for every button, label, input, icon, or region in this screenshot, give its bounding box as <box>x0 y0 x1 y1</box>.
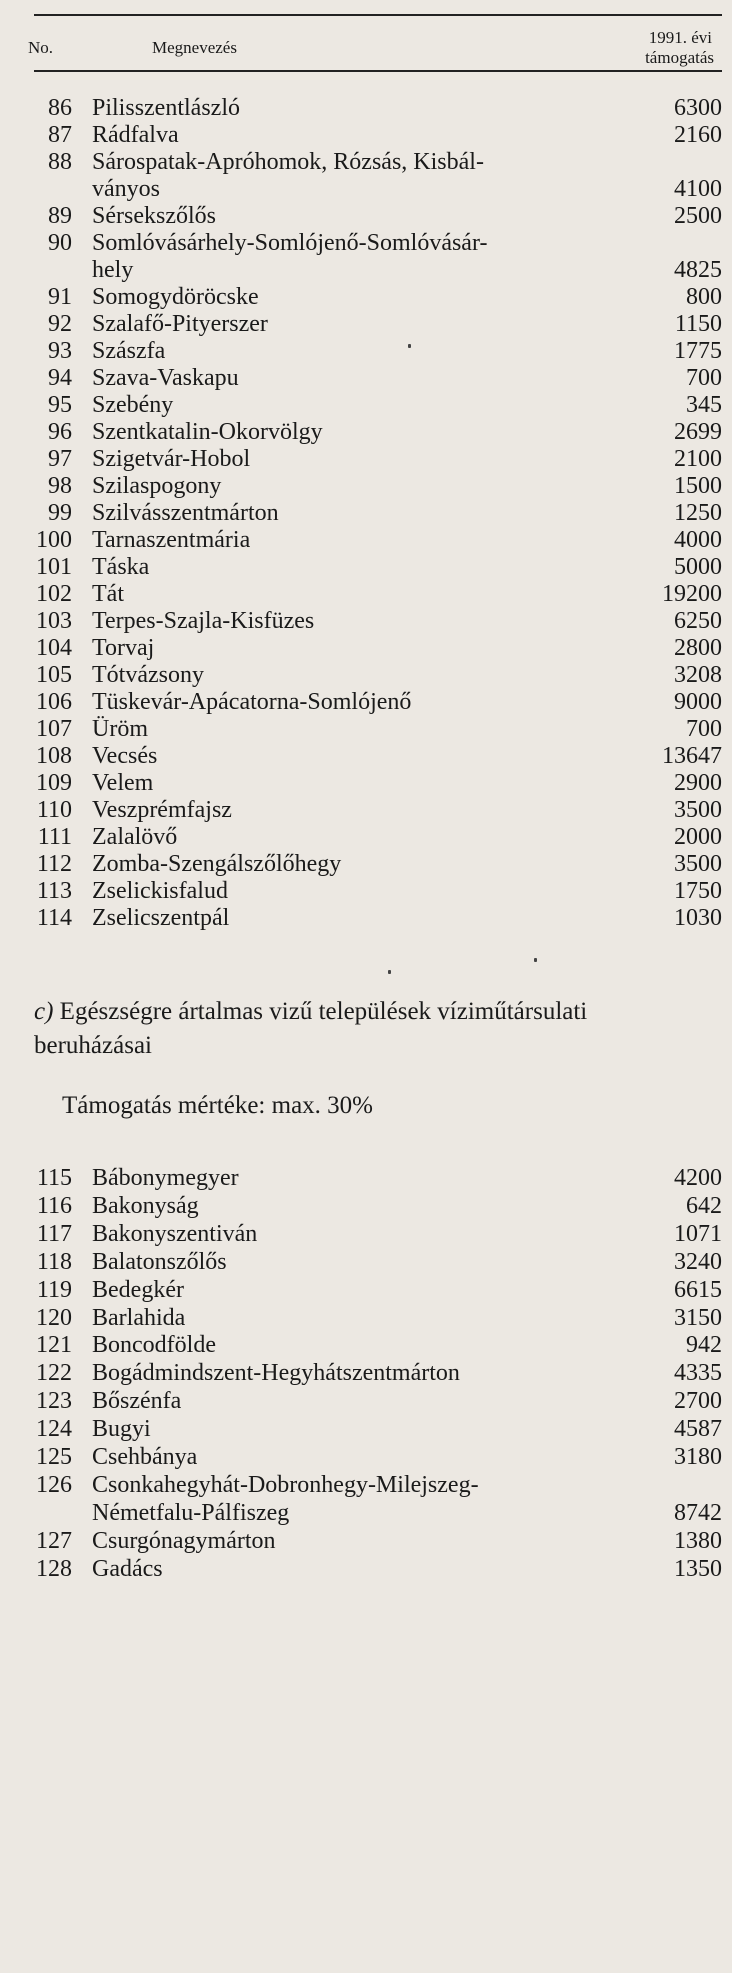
row-value: 1380 <box>674 1527 722 1554</box>
row-name: Vecsés <box>92 743 158 769</box>
row-value: 6250 <box>674 608 722 634</box>
row-name: Tát <box>92 581 124 607</box>
row-name: Bakonyság <box>92 1192 199 1219</box>
table-row <box>0 902 732 934</box>
row-number: 126 <box>36 1471 72 1498</box>
row-value: 4335 <box>674 1360 722 1387</box>
top-rule <box>34 14 722 16</box>
row-name: Bőszénfa <box>92 1388 182 1415</box>
row-name: Csurgónagymárton <box>92 1527 276 1554</box>
row-name: ványos <box>92 176 160 202</box>
header-no: No. <box>28 38 54 57</box>
row-name: Tótvázsony <box>92 662 204 688</box>
row-number: 124 <box>36 1416 72 1443</box>
print-speck <box>534 958 537 962</box>
section-title-line2: beruházásai <box>34 1032 152 1059</box>
row-value: 5000 <box>674 554 722 580</box>
row-value: 1750 <box>674 878 722 904</box>
row-number: 111 <box>37 824 72 850</box>
row-value: 3500 <box>674 797 722 823</box>
row-value: 4000 <box>674 527 722 553</box>
row-name: Zselicszentpál <box>92 905 230 931</box>
row-name: Szava-Vaskapu <box>92 365 239 391</box>
row-number: 101 <box>36 554 72 580</box>
row-value: 1500 <box>674 473 722 499</box>
row-number: 86 <box>48 95 72 121</box>
row-name: Üröm <box>92 716 148 742</box>
row-value: 800 <box>686 284 722 310</box>
support-rate: Támogatás mértéke: max. 30% <box>62 1092 373 1119</box>
row-name: Balatonszőlős <box>92 1248 227 1275</box>
row-name: Torvaj <box>92 635 155 661</box>
row-name: Zselickisfalud <box>92 878 228 904</box>
row-number: 102 <box>36 581 72 607</box>
row-value: 4825 <box>674 257 722 283</box>
row-value: 2500 <box>674 203 722 229</box>
row-number: 125 <box>36 1444 72 1470</box>
row-value: 9000 <box>674 689 722 715</box>
print-speck <box>388 970 391 974</box>
row-number: 90 <box>48 230 72 256</box>
row-value: 2699 <box>674 419 722 445</box>
row-name: Szalafő-Pityerszer <box>92 311 268 337</box>
row-value: 1775 <box>674 338 722 364</box>
row-name: Szebény <box>92 392 174 418</box>
row-value: 3150 <box>674 1304 722 1331</box>
row-value: 2160 <box>674 122 722 148</box>
row-number: 92 <box>48 311 72 337</box>
row-name: Gadács <box>92 1555 163 1582</box>
row-value: 2900 <box>674 770 722 796</box>
row-name: Bugyi <box>92 1416 151 1443</box>
row-name: Velem <box>92 770 154 796</box>
row-name: Somlóvásárhely-Somlójenő-Somlóvásár- <box>92 230 488 256</box>
row-number: 114 <box>36 905 72 931</box>
row-number: 112 <box>36 851 72 877</box>
row-name: hely <box>92 257 134 283</box>
row-name: Bábonymegyer <box>92 1165 239 1191</box>
row-value: 700 <box>686 716 722 742</box>
row-value: 2800 <box>674 635 722 661</box>
row-name: Csonkahegyhát-Dobronhegy-Milejszeg- <box>92 1471 479 1498</box>
section-title-line1: c) Egészségre ártalmas vizű települések víziműtársulati <box>34 998 588 1025</box>
row-number: 115 <box>36 1165 72 1191</box>
header-name: Megnevezés <box>152 38 237 57</box>
row-number: 87 <box>48 122 72 148</box>
row-number: 88 <box>48 149 72 175</box>
row-number: 96 <box>48 419 72 445</box>
header-value-line1: 1991. évi <box>648 28 712 47</box>
row-number: 127 <box>36 1527 72 1554</box>
row-value: 345 <box>686 392 722 418</box>
row-value: 3240 <box>674 1248 722 1275</box>
row-name: Bogádmindszent-Hegyhátszentmárton <box>92 1360 460 1387</box>
table-row <box>0 1553 732 1585</box>
row-number: 121 <box>36 1332 72 1359</box>
row-value: 1250 <box>674 500 722 526</box>
row-name: Terpes-Szajla-Kisfüzes <box>92 608 315 634</box>
row-value: 3180 <box>674 1444 722 1470</box>
row-number: 109 <box>36 770 72 796</box>
row-number: 128 <box>36 1555 72 1582</box>
row-number: 106 <box>36 689 72 715</box>
row-name: Zalalövő <box>92 824 178 850</box>
row-name: Szentkatalin-Okorvölgy <box>92 419 323 445</box>
row-name: Boncodfölde <box>92 1332 216 1359</box>
print-speck <box>408 344 411 348</box>
row-number: 113 <box>36 878 72 904</box>
row-name: Tüskevár-Apácatorna-Somlójenő <box>92 689 412 715</box>
row-number: 93 <box>48 338 72 364</box>
row-name: Veszprémfajsz <box>92 797 232 823</box>
row-value: 4100 <box>674 176 722 202</box>
row-value: 700 <box>686 365 722 391</box>
row-value: 13647 <box>662 743 722 769</box>
row-name: Bedegkér <box>92 1276 184 1303</box>
row-number: 103 <box>36 608 72 634</box>
row-number: 104 <box>36 635 72 661</box>
row-number: 122 <box>36 1360 72 1387</box>
row-value: 1030 <box>674 905 722 931</box>
row-name: Szászfa <box>92 338 166 364</box>
row-value: 1350 <box>674 1555 722 1582</box>
section-label: c) <box>34 998 54 1025</box>
row-value: 6615 <box>674 1276 722 1303</box>
row-value: 6300 <box>674 95 722 121</box>
row-number: 110 <box>36 797 72 823</box>
row-name: Szigetvár-Hobol <box>92 446 251 472</box>
row-name: Bakonyszentiván <box>92 1220 258 1247</box>
row-name: Somogydöröcske <box>92 284 259 310</box>
row-name: Táska <box>92 554 150 580</box>
row-value: 8742 <box>674 1499 722 1526</box>
row-value: 2100 <box>674 446 722 472</box>
row-number: 94 <box>48 365 72 391</box>
row-number: 100 <box>36 527 72 553</box>
row-number: 91 <box>48 284 72 310</box>
row-value: 2000 <box>674 824 722 850</box>
row-number: 119 <box>36 1276 72 1303</box>
row-number: 98 <box>48 473 72 499</box>
row-name: Csehbánya <box>92 1444 198 1470</box>
row-number: 108 <box>36 743 72 769</box>
row-number: 120 <box>36 1304 72 1331</box>
row-name: Barlahida <box>92 1304 186 1331</box>
header-value-line2: támogatás <box>645 48 714 67</box>
row-name: Sárospatak-Apróhomok, Rózsás, Kisbál- <box>92 149 484 175</box>
row-number: 97 <box>48 446 72 472</box>
row-name: Németfalu-Pálfiszeg <box>92 1499 290 1526</box>
row-value: 19200 <box>662 581 722 607</box>
row-number: 105 <box>36 662 72 688</box>
row-number: 89 <box>48 203 72 229</box>
row-value: 3208 <box>674 662 722 688</box>
row-value: 3500 <box>674 851 722 877</box>
row-number: 118 <box>36 1248 72 1275</box>
row-number: 99 <box>48 500 72 526</box>
row-name: Szilvásszentmárton <box>92 500 279 526</box>
row-value: 1150 <box>674 311 722 337</box>
row-value: 2700 <box>674 1388 722 1415</box>
row-number: 95 <box>48 392 72 418</box>
row-name: Tarnaszentmária <box>92 527 251 553</box>
row-name: Rádfalva <box>92 122 179 148</box>
row-value: 942 <box>686 1332 722 1359</box>
row-name: Szilaspogony <box>92 473 222 499</box>
row-number: 123 <box>36 1388 72 1415</box>
row-number: 116 <box>36 1192 72 1219</box>
row-number: 107 <box>36 716 72 742</box>
row-value: 4587 <box>674 1416 722 1443</box>
row-value: 642 <box>686 1192 722 1219</box>
row-name: Pilisszentlászló <box>92 95 240 121</box>
row-number: 117 <box>36 1220 72 1247</box>
row-value: 4200 <box>674 1165 722 1191</box>
row-name: Sérsekszőlős <box>92 203 216 229</box>
header-rule <box>34 70 722 72</box>
row-name: Zomba-Szengálszőlőhegy <box>92 851 342 877</box>
row-value: 1071 <box>674 1220 722 1247</box>
